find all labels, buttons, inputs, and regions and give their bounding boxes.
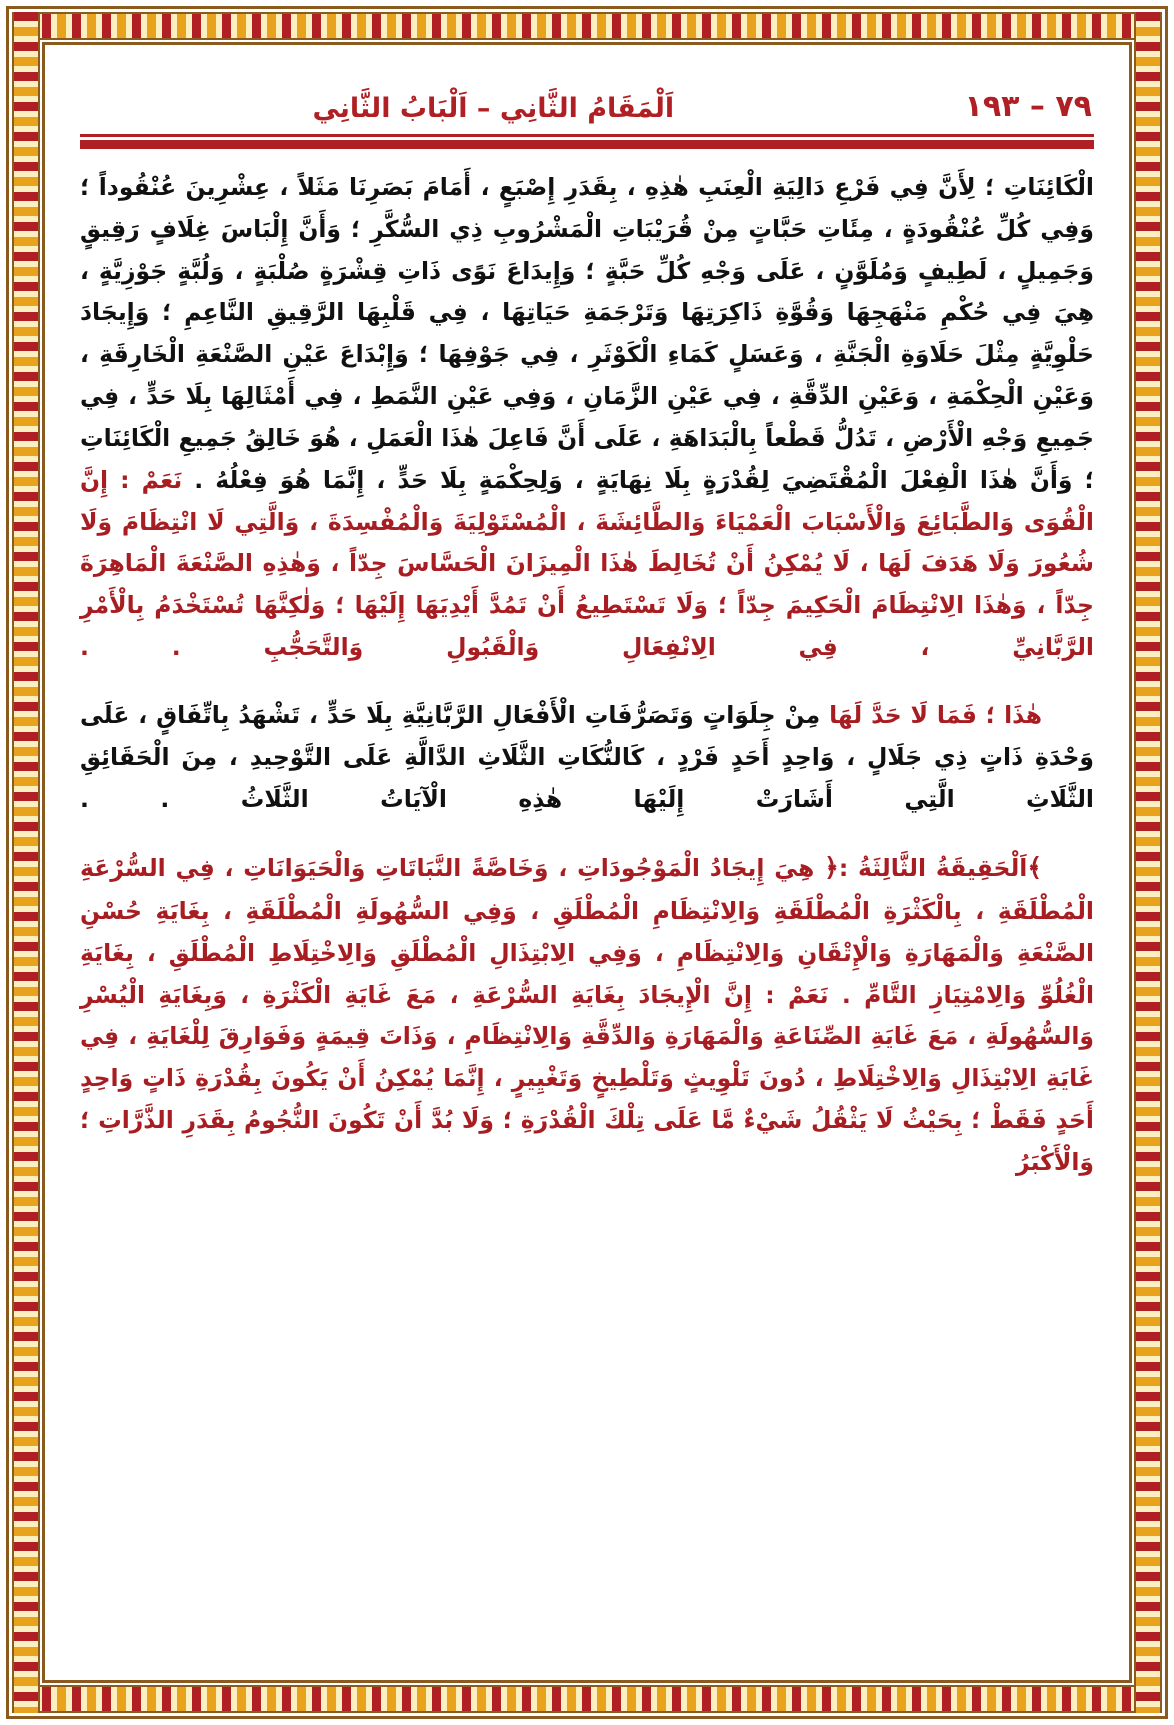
paragraph-one — [80, 167, 1094, 669]
header-divider — [80, 134, 1094, 149]
paragraph-three — [80, 846, 1094, 1183]
paragraph-one-red-run: نَعَمْ : إِنَّ الْقُوَى وَالطَّبَائِعَ وَالْأَسْبَابَ الْعَمْيَاءَ وَالطَّائِشَةَ ، الْمُسْتَوْلِيَةَ وَالْمُفْسِدَةَ ، وَالَّتِي لَا انْتِظَامَ وَلَا شُعُورَ وَلَا هَدَفَ لَهَا ، لَا يُمْكِنُ أَنْ تُخَالِطَ هٰذَا الْمِيزَانَ الْحَسَّاسَ جِدّاً ، وَهٰذِهِ الصَّنْعَةَ الْمَاهِرَةَ جِدّاً ، وَهٰذَا الِانْتِظَامَ الْحَكِيمَ جِدّاً ؛ وَلَا تَسْتَطِيعُ أَنْ تَمُدَّ أَيْدِيَهَا إِلَيْهَا ؛ وَلٰكِنَّهَا تُسْتَخْدَمُ بِالْأَمْرِ الرَّبَّانِيِّ ، فِي الِانْفِعَالِ وَالْقَبُولِ وَالتَّحَجُّبِ . . — [80, 465, 1094, 662]
header-divider-thin-line — [80, 134, 1094, 137]
page-header — [70, 68, 1104, 124]
page-number: ٧٩ – ١٩٣ — [964, 89, 1092, 124]
paragraph-three-red-run: هِيَ إِيجَادُ الْمَوْجُودَاتِ ، وَخَاصَّةً النَّبَاتَاتِ وَالْحَيَوَانَاتِ ، فِي السُّرْعَةِ الْمُطْلَقَةِ ، بِالْكَثْرَةِ الْمُطْلَقَةِ وَالِانْتِظَامِ الْمُطْلَقِ ، وَفِي السُّهُولَةِ الْمُطْلَقَةِ ، بِغَايَةِ حُسْنِ الصَّنْعَةِ وَالْمَهَارَةِ وَالْإِتْقَانِ وَالِانْتِظَامِ ، وَفِي الِابْتِذَالِ الْمُطْلَقِ وَالِاخْتِلَاطِ الْمُطْلَقِ ، بِغَايَةِ الْغُلُوِّ وَالِامْتِيَازِ التَّامِّ . نَعَمْ : إِنَّ الْإِيجَادَ بِغَايَةِ السُّرْعَةِ ، مَعَ غَايَةِ الْكَثْرَةِ ، وَبِغَايَةِ الْيُسْرِ وَالسُّهُولَةِ ، مَعَ غَايَةِ الصِّنَاعَةِ وَالْمَهَارَةِ وَالدِّقَّةِ وَالِانْتِظَامِ ، وَذَاتَ قِيمَةٍ وَفَوَارِقَ لِلْغَايَةِ ، فِي غَايَةِ الِابْتِذَالِ وَالِاخْتِلَاطِ ، دُونَ تَلْوِيثٍ وَتَلْطِيخٍ وَتَغْيِيرٍ ، إِنَّمَا يُمْكِنُ أَنْ يَكُونَ بِقُدْرَةِ ذَاتٍ وَاحِدٍ أَحَدٍ فَقَطْ ؛ بِحَيْثُ لَا يَثْقُلُ شَيْءٌ مَّا عَلَى تِلْكَ الْقُدْرَةِ ؛ وَلَا بُدَّ أَنْ تَكُونَ النُّجُومُ بِقَدَرِ الذَّرَّاتِ ؛ وَالْأَكْبَرُ — [80, 854, 1094, 1176]
ornament-bracket-open-icon: ﴾ — [1027, 853, 1043, 883]
paragraph-two — [80, 695, 1094, 820]
paragraph-one-black-run: الْكَائِنَاتِ ؛ لِأَنَّ فِي فَرْعِ دَالِيَةِ الْعِنَبِ هٰذِهِ ، بِقَدَرِ إِصْبَعٍ ، أَمَامَ بَصَرِنَا مَثَلاً ، عِشْرِينَ عُنْقُوداً ؛ وَفِي كُلِّ عُنْقُودَةٍ ، مِئَاتِ حَبَّاتٍ مِنْ قُرَيْبَاتِ الْمَشْرُوبِ ذِي السُّكَّرِ ؛ وَأَنَّ إِلْبَاسَ غِلَافٍ رَقِيقٍ وَجَمِيلٍ ، لَطِيفٍ وَمُلَوَّنٍ ، عَلَى وَجْهِ كُلِّ حَبَّةٍ ؛ وَإِيدَاعَ نَوًى ذَاتِ قِشْرَةٍ صُلْبَةٍ ، وَلُبَّةٍ جَوْزِيَّةٍ ، هِيَ فِي حُكْمِ مَنْهَجِهَا وَقُوَّةِ ذَاكِرَتِهَا وَتَرْجَمَةِ حَيَاتِهَا ، فِي قَلْبِهَا الرَّقِيقِ النَّاعِمِ ؛ وَإِيجَادَ حَلْوِيَّةٍ مِثْلَ حَلَاوَةِ الْجَنَّةِ ، وَعَسَلٍ كَمَاءِ الْكَوْثَرِ ، فِي جَوْفِهَا ؛ وَإِبْدَاعَ عَيْنِ الصَّنْعَةِ الْخَارِقَةِ ، وَعَيْنِ الْحِكْمَةِ ، وَعَيْنِ الدِّقَّةِ ، فِي عَيْنِ الزَّمَانِ ، وَفِي عَيْنِ النَّمَطِ ، فِي أَمْثَالِهَا بِلَا حَدٍّ ، فِي جَمِيعِ وَجْهِ الْأَرْضِ ، تَدُلُّ قَطْعاً بِالْبَدَاهَةِ ، عَلَى أَنَّ فَاعِلَ هٰذَا الْعَمَلِ ، هُوَ خَالِقُ جَمِيعِ الْكَائِنَاتِ ؛ وَأَنَّ هٰذَا الْفِعْلَ الْمُقْتَضِيَ لِقُدْرَةٍ بِلَا نِهَايَةٍ ، وَلِحِكْمَةٍ بِلَا حَدٍّ ، إِنَّمَا هُوَ فِعْلُهُ . — [80, 173, 1094, 494]
ornament-bracket-close-icon: ﴿ — [824, 853, 839, 883]
ornamental-band-left — [12, 12, 40, 1713]
page-content — [48, 48, 1126, 1677]
paragraph-two-red-lead: هٰذَا ؛ فَمَا لَا حَدَّ لَهَا — [829, 700, 1042, 729]
ornamental-band-right — [1134, 12, 1162, 1713]
section-heading-title: اَلْحَقِيقَةُ الثَّالِثَةُ : — [838, 854, 1028, 883]
body-text-column — [70, 167, 1104, 1184]
header-divider-thick-line — [80, 140, 1094, 149]
ornamental-band-bottom — [12, 1685, 1162, 1713]
paragraph-two-black-run: مِنْ جِلَوَاتٍ وَتَصَرُّفَاتِ الْأَفْعَالِ الرَّبَّانِيَّةِ بِلَا حَدٍّ ، تَشْهَدُ بِاتِّفَاقٍ ، عَلَى وَحْدَةِ ذَاتٍ ذِي جَلَالٍ ، وَاحِدٍ أَحَدٍ فَرْدٍ ، كَالنُّكَاتِ الثَّلَاثِ الدَّالَّةِ عَلَى التَّوْحِيدِ ، مِنَ الْحَقَائِقِ الثَّلَاثِ الَّتِي أَشَارَتْ إِلَيْهَا هٰذِهِ الْآيَاتُ الثَّلَاثُ . . — [80, 700, 1094, 813]
ornamental-band-top — [12, 12, 1162, 40]
running-title: اَلْمَقَامُ الثَّانِي – اَلْبَابُ الثَّانِي — [312, 93, 675, 125]
